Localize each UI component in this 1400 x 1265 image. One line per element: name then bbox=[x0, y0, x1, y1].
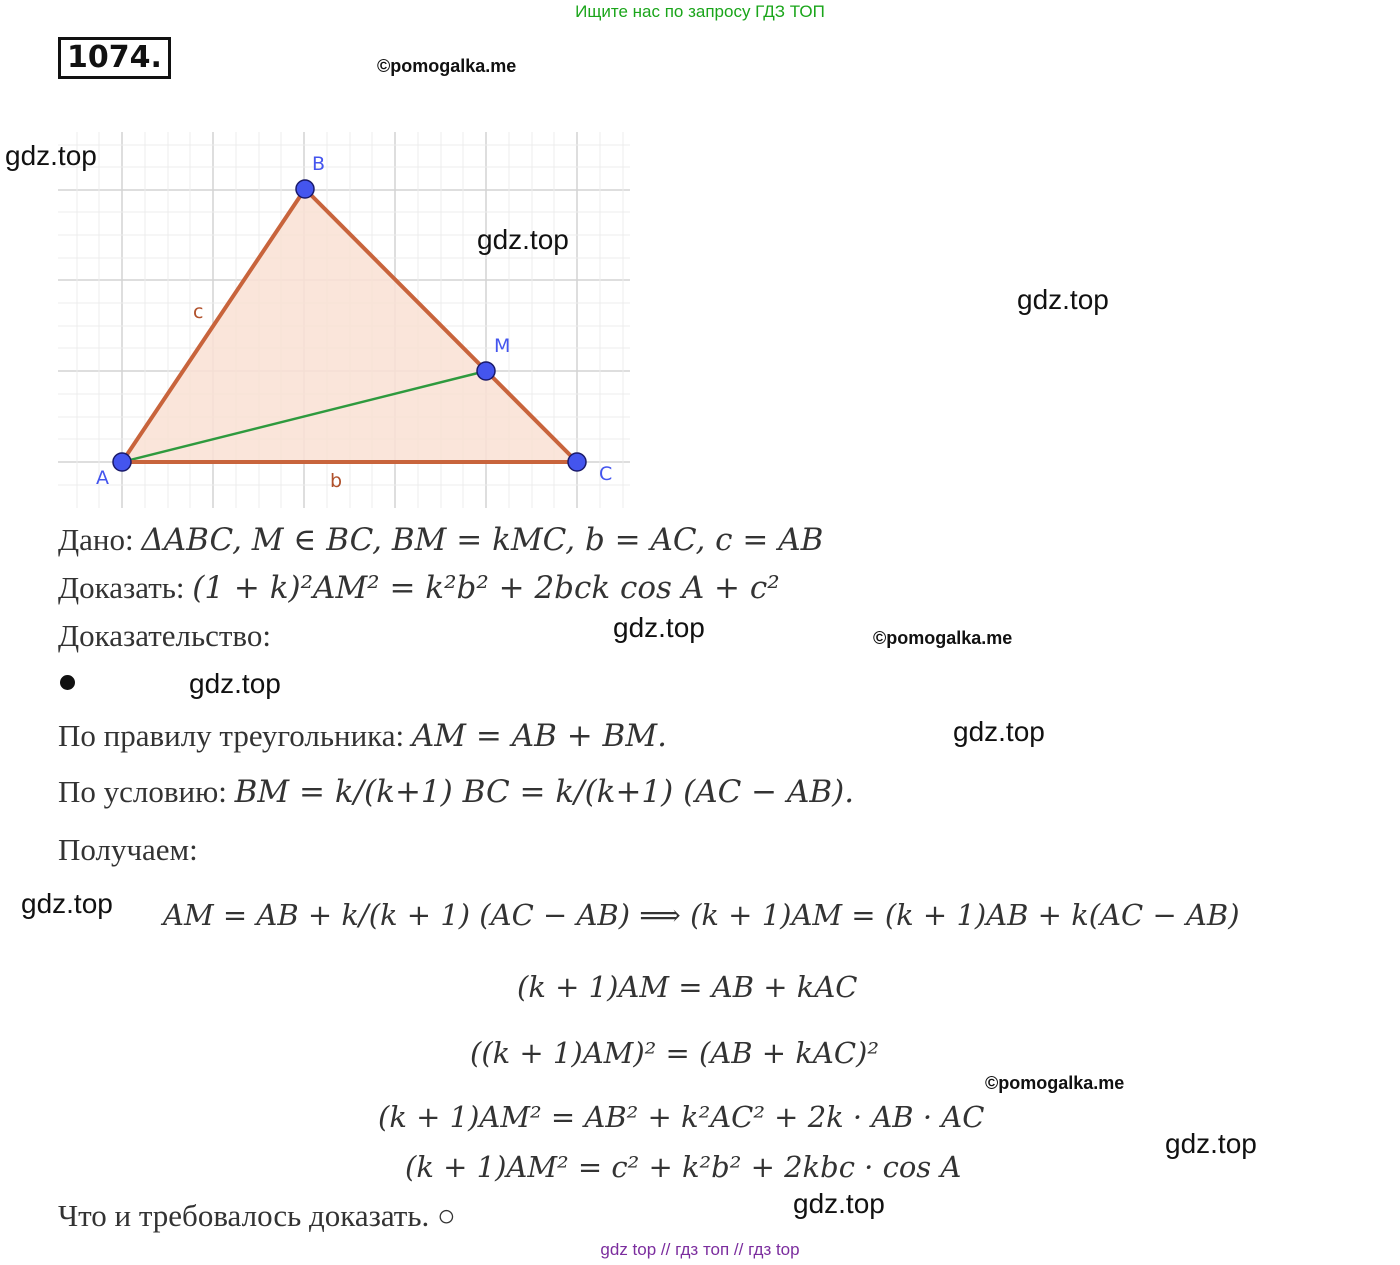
watermark: gdz.top bbox=[21, 888, 113, 919]
given-statement: ΔABC, M ∈ BC, BM = kMC, b = AC, c = AB bbox=[141, 522, 824, 558]
triangle-rule-line bbox=[58, 718, 667, 754]
top-banner: Ищите нас по запросу ГДЗ ТОП bbox=[575, 2, 825, 21]
point-m bbox=[477, 362, 495, 380]
point-a bbox=[113, 453, 131, 471]
bullet bbox=[60, 675, 75, 690]
copyright-mark: ©pomogalka.me bbox=[377, 56, 517, 76]
label-c: C bbox=[599, 463, 613, 485]
watermark: gdz.top bbox=[189, 668, 281, 699]
problem-number: 1074. bbox=[58, 37, 171, 79]
point-b bbox=[296, 180, 314, 198]
watermark: gdz.top bbox=[5, 140, 97, 171]
watermark: gdz.top bbox=[477, 224, 569, 255]
prove-label: Доказать: bbox=[58, 570, 185, 605]
point-c bbox=[568, 453, 586, 471]
triangle-rule-statement: AM = AB + BM. bbox=[411, 718, 667, 754]
watermark: gdz.top bbox=[613, 612, 705, 643]
given-line bbox=[58, 522, 823, 558]
copyright-mark: ©pomogalka.me bbox=[873, 628, 1013, 648]
equation-3: ((k + 1)AM)² = (AB + kAC)² bbox=[470, 1036, 879, 1070]
prove-line bbox=[58, 570, 780, 606]
proof-label: Доказательство: bbox=[58, 618, 271, 653]
prove-statement: (1 + k)²AM² = k²b² + 2bck cos A + c² bbox=[192, 570, 780, 606]
watermark: gdz.top bbox=[793, 1188, 885, 1219]
footer-links: gdz top // гдз топ // гдз top bbox=[600, 1240, 800, 1259]
label-b: B bbox=[312, 153, 326, 175]
label-a: A bbox=[96, 467, 109, 489]
condition-line bbox=[58, 774, 854, 810]
equation-5: (k + 1)AM² = c² + k²b² + 2kbc · cos A bbox=[405, 1150, 962, 1184]
condition-label: По условию: bbox=[58, 774, 227, 809]
equation-2: (k + 1)AM = AB + kAC bbox=[517, 970, 858, 1004]
obtain-label: Получаем: bbox=[58, 832, 198, 867]
equation-1: AM = AB + k/(k + 1) (AC − AB) ⟹ (k + 1)AM = (k + 1)AB + k(AC − AB) bbox=[163, 898, 1240, 932]
equation-4: (k + 1)AM² = AB² + k²AC² + 2k · AB · AC bbox=[378, 1100, 985, 1134]
label-side-c: c bbox=[193, 301, 204, 323]
watermark: gdz.top bbox=[1017, 284, 1109, 315]
label-side-b: b bbox=[330, 470, 343, 492]
conclusion: Что и требовалось доказать. ○ bbox=[58, 1198, 456, 1233]
watermark: gdz.top bbox=[953, 716, 1045, 747]
copyright-mark: ©pomogalka.me bbox=[985, 1073, 1125, 1093]
condition-statement: BM = k/(k+1) BC = k/(k+1) (AC − AB). bbox=[234, 774, 855, 810]
triangle-rule-label: По правилу треугольника: bbox=[58, 718, 405, 753]
watermark: gdz.top bbox=[1165, 1128, 1257, 1159]
triangle-figure bbox=[58, 128, 638, 513]
label-m: M bbox=[494, 335, 511, 357]
given-label: Дано: bbox=[58, 522, 134, 557]
